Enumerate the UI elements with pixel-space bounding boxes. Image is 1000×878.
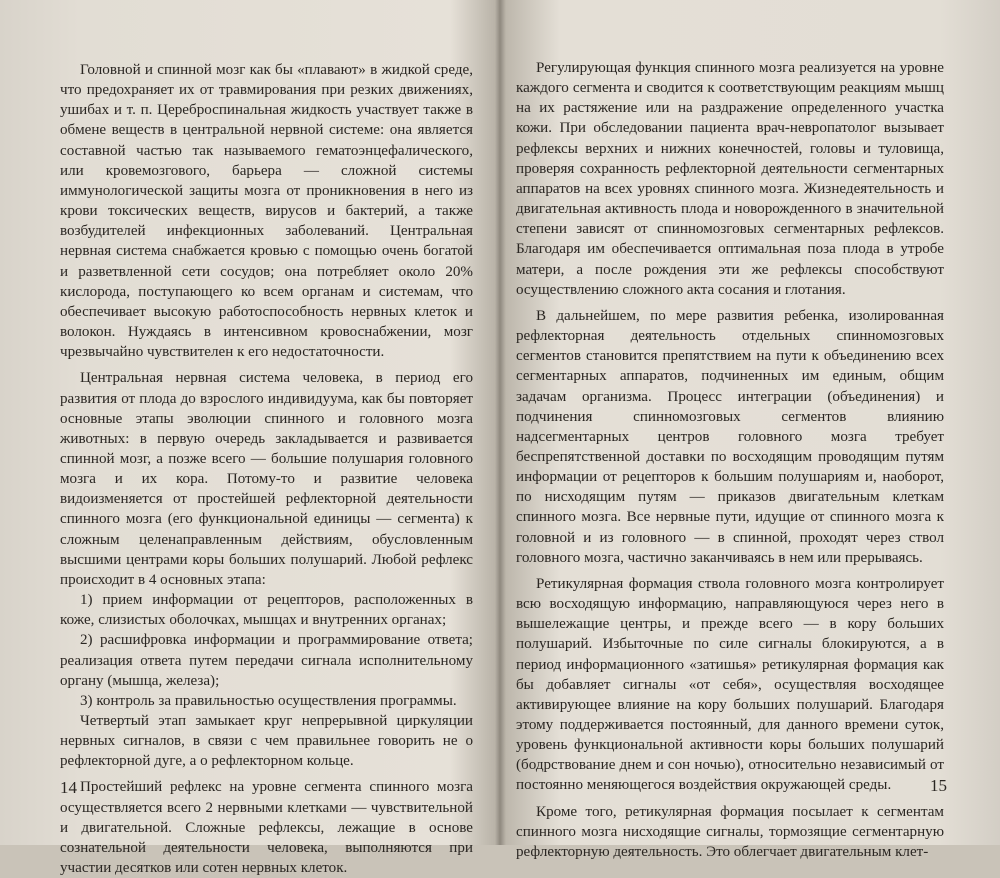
paragraph: Ретикулярная формация ствола головного мозга контролирует всю восходящую информацию, направляющуюся через него в вышележащие центры, и прежде всего — в кору больших полушарий. Избыточные по силе сигналы блокируются, а в период информационного «затишья» ретикулярная формация как бы добавляет сигналы «от себя», осуществляя восходящее активирующее влияние на кору больших полушарий. Благодаря этому поддерживается постоянный, для данного времени суток, уровень функциональной активности коры больших полушарий (бодрствование днем и сон ночью), относительно независимый от постоянно меняющегося воздействия окружающей среды. [516, 575, 944, 794]
list-item: 1) прием информации от рецепторов, расположенных в коже, слизистых оболочках, мышцах и внутренних органах; [60, 592, 473, 629]
paragraph: Четвертый этап замыкает круг непрерывной циркуляции нервных сигналов, в связи с чем правильнее говорить не о рефлекторной дуге, а о рефлекторном кольце. [60, 713, 473, 770]
page-number: 15 [930, 776, 947, 795]
list-item: 3) контроль за правильностью осуществления программы. [80, 692, 457, 709]
right-page-text [516, 58, 944, 862]
paragraph: Регулирующая функция спинного мозга реализуется на уровне каждого сегмента и сводится к соответствующим реакциям мышц на их растяжение или на раздражение определенного участка кожи. При обследовании пациента врач-невропатолог вызывает рефлексы верхних и нижних конечностей, головы и туловища, проверяя сохранность рефлекторной деятельности сегментарных аппаратов на всех уровнях спинного мозга. Жизнедеятельность и двигательная активность плода и новорожденного в значительной степени зависят от спинномозговых сегментарных рефлексов. Благодаря им обеспечивается оптимальная поза плода в утробе матери, а после рождения эти же рефлексы способствуют осуществлению сложного акта сосания и глотания. [516, 60, 944, 298]
paragraph: Центральная нервная система человека, в период его развития от плода до взрослого индивидуума, как бы повторяет основные этапы эволюции спинного и головного мозга животных: в первую очередь закладывается и развивается спинной мозг, а позже всего — большие полушария головного мозга и их кора. Потому-то и развитие человека видоизменяется от простейшей рефлекторной деятельности спинного мозга (его функциональной единицы — сегмента) к сложным целенаправленным действиям, обусловленным высшими центрами коры больших полушарий. Любой рефлекс происходит в 4 основных этапа: [60, 370, 473, 588]
left-page-text [60, 60, 473, 878]
list-item: 2) расшифровка информации и программирование ответа; реализация ответа путем передачи сигнала исполнительному органу (мышца, железа); [60, 632, 473, 689]
paragraph: Головной и спинной мозг как бы «плавают» в жидкой среде, что предохраняет их от травмирования при резких движениях, ушибах и т. п. Цереброспинальная жидкость участвует также в обмене веществ в центральной нервной системе: она является составной частью так называемого гематоэнцефалического, или кровемозгового, барьера — сложной системы иммунологической защиты мозга от проникновения в него из крови токсических веществ, вирусов и бактерий, а также возбудителей инфекционных заболеваний. Центральная нервная система снабжается кровью с помощью очень богатой и разветвленной сети сосудов; она потребляет около 20% кислорода, поступающего ко всем органам и системам, что обеспечивает высокую работоспособность нервных клеток и волокон. Нуждаясь в интенсивном кровоснабжении, мозг чрезвычайно чувствителен к его недостаточности. [60, 62, 473, 361]
paragraph: Кроме того, ретикулярная формация посылает к сегментам спинного мозга нисходящие сигналы, тормозящие сегментарную рефлекторную деятельность. Это облегчает двигательным клет- [516, 803, 944, 860]
left-page [0, 0, 496, 877]
page-number: 14 [60, 778, 77, 797]
paragraph: В дальнейшем, по мере развития ребенка, изолированная рефлекторная деятельность отдельных спинномозговых сегментов становится препятствием на пути к объединению всех сегментарных аппаратов, подчиненных им единым, общим задачам организма. Процесс интеграции (объединения) и подчинения спинномозговых сегментов влиянию надсегментарных центров головного мозга требует беспрепятственной доставки по восходящим проводящим путям информации от рецепторов к большим полушариям и, наоборот, по нисходящим путям — приказов двигательным клеткам спинного мозга. Все нервные пути, идущие от спинного мозга к головной и из головного — в спинной, проходят через ствол головного мозга, частично заканчиваясь в нем или прерываясь. [516, 307, 944, 566]
paragraph: Простейший рефлекс на уровне сегмента спинного мозга осуществляется всего 2 нервными клетками — чувствительной и двигательной. Сложные рефлексы, лежащие в основе сознательной деятельности человека, выполняются при участии десятков или сотен нервных клеток. [60, 779, 473, 877]
right-page [500, 0, 1000, 860]
